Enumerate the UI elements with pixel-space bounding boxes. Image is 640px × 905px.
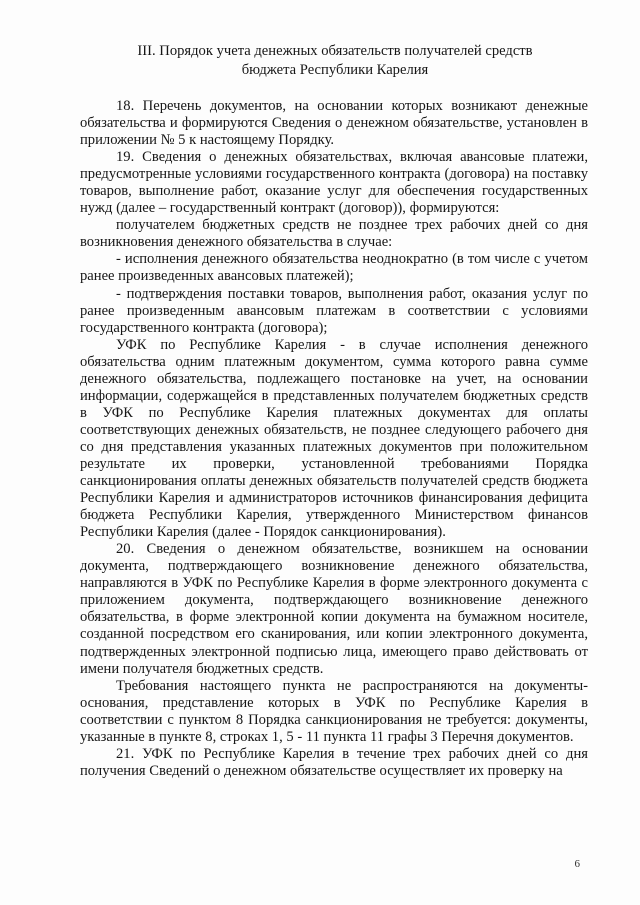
- paragraph-20-requirements: Требования настоящего пункта не распространяются на документы-основания, представление которых в УФК по Республике Карелия в соответствии с пунктом 8 Порядка санкционирования не требуется: документы, указанные в пункте 8, строках 1, 5 - 11 пункта 11 графы 3 Перечня документов.: [80, 677, 588, 745]
- paragraph-21: 21. УФК по Республике Карелия в течение трех рабочих дней со дня получения Сведений о денежном обязательстве осуществляет их проверку на: [80, 745, 588, 779]
- document-body: [80, 98, 588, 780]
- paragraph-20: 20. Сведения о денежном обязательстве, возникшем на основании документа, подтверждающего возникновение денежного обязательства, направляются в УФК по Республике Карелия в форме электронного документа с приложением документа, подтверждающего возникновение денежного обязательства, в форме электронной копии документа на бумажном носителе, созданной посредством его сканирования, или копии электронного документа, подтвержденных электронной подписью лица, имеющего право действовать от имени получателя бюджетных средств.: [80, 541, 588, 677]
- paragraph-18: 18. Перечень документов, на основании которых возникают денежные обязательства и формируются Сведения о денежном обязательстве, установлен в приложении № 5 к настоящему Порядку.: [80, 98, 588, 149]
- paragraph-19-item-2: - подтверждения поставки товаров, выполнения работ, оказания услуг по ранее произведенным авансовым платежам в соответствии с условиями государственного контракта (договора);: [80, 285, 588, 336]
- page-number: 6: [574, 858, 580, 870]
- section-heading: [90, 42, 580, 80]
- section-heading-line-1: III. Порядок учета денежных обязательств получателей средств: [137, 43, 533, 59]
- paragraph-19-item-1: - исполнения денежного обязательства неоднократно (в том числе с учетом ранее произведенных авансовых платежей);: [80, 251, 588, 285]
- paragraph-19: 19. Сведения о денежных обязательствах, включая авансовые платежи, предусмотренные условиями государственного контракта (договора) на поставку товаров, выполнение работ, оказание услуг для обеспечения государственных нужд (далее – государственный контракт (договор)), формируются:: [80, 149, 588, 217]
- paragraph-19-recipient: получателем бюджетных средств не позднее трех рабочих дней со дня возникновения денежного обязательства в случае:: [80, 217, 588, 251]
- paragraph-19-ufk: УФК по Республике Карелия - в случае исполнения денежного обязательства одним платежным документом, сумма которого равна сумме денежного обязательства, подлежащего постановке на учет, на основании информации, содержащейся в представленных получателем бюджетных средств в УФК по Республике Карелия платежных документах для оплаты соответствующих денежных обязательств, не позднее следующего рабочего дня со дня представления указанных платежных документов при положительном результате их проверки, установленной требованиями Порядка санкционирования оплаты денежных обязательств получателей средств бюджета Республики Карелия и администраторов источников финансирования дефицита бюджета Республики Карелия, утвержденного Министерством финансов Республики Карелия (далее - Порядок санкционирования).: [80, 336, 588, 541]
- section-heading-line-2: бюджета Республики Карелия: [241, 62, 429, 78]
